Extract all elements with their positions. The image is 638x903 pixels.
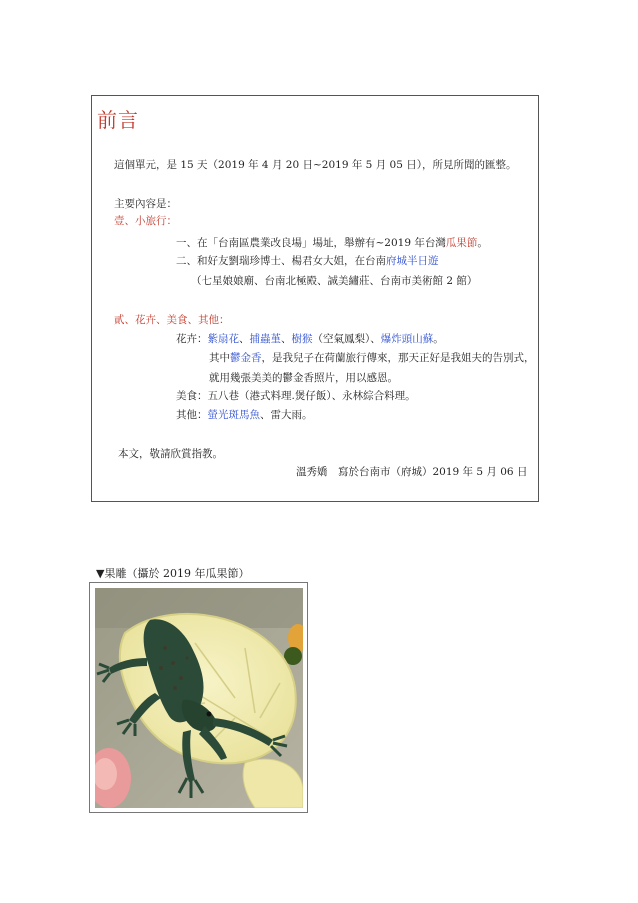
zebrafish-link[interactable]: 螢光斑馬魚 — [207, 409, 260, 421]
other-label: 其他： — [176, 409, 208, 421]
item2-text: 二、和好友劉瑞珍博士、楊君女大姐，在台南 — [176, 255, 386, 267]
section2-heading: 貳、花卉、美食、其他： — [114, 314, 230, 326]
item1-text: 一、在「台南區農業改良場」場址，舉辦有~2019 年台灣 — [176, 237, 446, 249]
photo-frame — [89, 582, 308, 813]
fan-flower-link[interactable]: 紫扇花 — [207, 333, 239, 345]
other-post: 、雷大雨。 — [260, 409, 313, 421]
section1-item2-sub: （七星娘娘廟、台南北極殿、誠美繡莊、台南市美術館 2 館） — [191, 275, 478, 287]
fruit-carving-photo — [95, 588, 303, 808]
tulip-link[interactable]: 鬱金香 — [230, 352, 262, 364]
page-title: 前言 — [97, 108, 139, 132]
photo-caption: ▼果雕（攝於 2019 年瓜果節） — [96, 567, 250, 580]
food-line: 美食：五八巷（港式料理.煲仔飯）、永林綜合料理。 — [176, 390, 416, 402]
tulip-note-line1 — [209, 351, 535, 365]
closing-text: 本文，敬請欣賞指教。 — [118, 448, 223, 460]
main-content-label: 主要內容是： — [114, 198, 177, 210]
preface-frame — [91, 95, 539, 502]
note1-post: ，是我兒子在荷蘭旅行傳來，那天正好是我姐夫的告別式， — [261, 352, 535, 364]
section1-item2 — [176, 254, 439, 268]
flowers-mid: （空氣鳳梨）、 — [312, 333, 381, 345]
flowers-line — [176, 332, 444, 346]
flowers-label: 花卉： — [176, 333, 208, 345]
item1-end: 。 — [477, 237, 488, 249]
section1-item1 — [176, 236, 488, 250]
butterwort-link[interactable]: 捕蟲堇 — [249, 333, 281, 345]
other-line — [176, 408, 313, 422]
flowers-sep2: 、 — [281, 333, 292, 345]
air-plant-link[interactable]: 樹猴 — [291, 333, 313, 345]
fern-link[interactable]: 爆炸頭山蘇 — [380, 333, 434, 345]
city-tour-link[interactable]: 府城半日遊 — [386, 255, 439, 267]
intro-text: 這個單元，是 15 天（2019 年 4 月 20 日~2019 年 5 月 05 日），所見所聞的匯整。 — [114, 159, 517, 171]
flowers-sep1: 、 — [239, 333, 250, 345]
signature: 溫秀嬌 寫於台南市（府城）2019 年 5 月 06 日 — [296, 466, 528, 478]
note1-pre: 其中 — [209, 352, 230, 364]
section1-heading: 壹、小旅行： — [114, 215, 177, 227]
melon-festival-link[interactable]: 瓜果節 — [445, 237, 478, 249]
tulip-note-line2: 就用幾張美美的鬱金香照片，用以感恩。 — [209, 372, 398, 384]
flowers-end: 。 — [433, 333, 444, 345]
